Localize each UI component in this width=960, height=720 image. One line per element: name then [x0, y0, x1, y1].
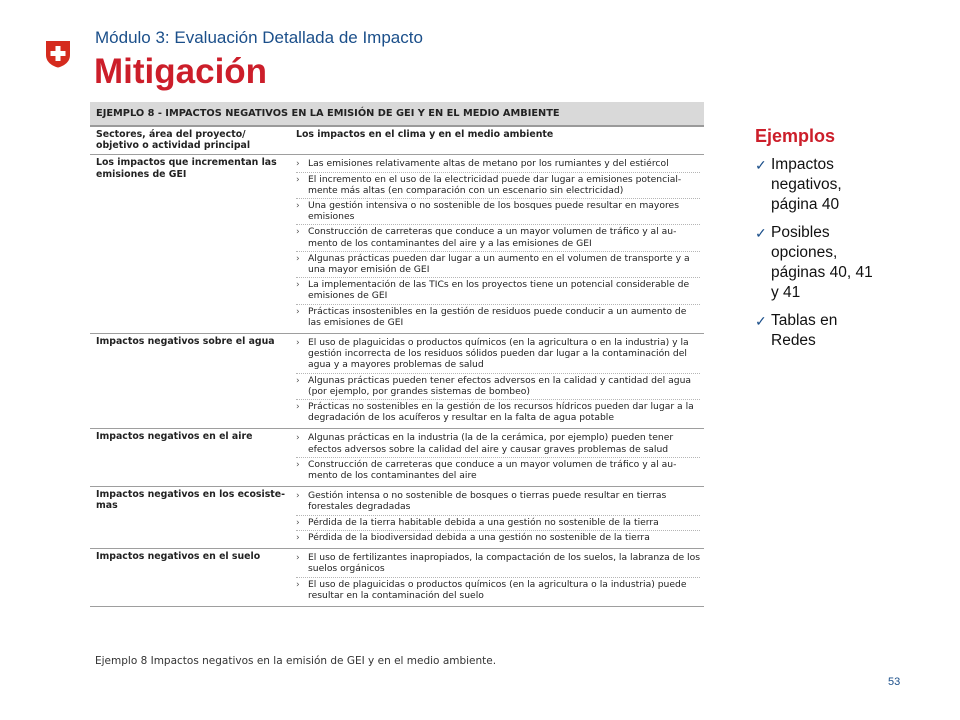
- impact-item: [296, 489, 700, 514]
- table-title: EJEMPLO 8 - IMPACTOS NEGATIVOS EN LA EMISIÓN DE GEI Y EN EL MEDIO AMBIENTE: [90, 102, 704, 127]
- chevron-right-icon: ›: [296, 337, 300, 349]
- row-category: Los impactos que incrementan las emisiones de GEI: [96, 157, 277, 180]
- impact-item: [296, 224, 700, 250]
- impact-text: Construcción de carreteras que conduce a un mayor volumen de tráfico y al au- mento de los contaminantes del aire: [308, 458, 677, 482]
- impact-text: El incremento en el uso de la electricidad puede dar lugar a emisiones potencial- mente más altas (en comparación con un escenario sin electricidad): [308, 173, 682, 196]
- table-row: [90, 549, 704, 607]
- impact-text: Algunas prácticas pueden dar lugar a un aumento en el volumen de transporte y a una mayor emisión de GEI: [308, 252, 690, 276]
- impact-text: Una gestión intensiva o no sostenible de los bosques puede resultar en mayores emisiones: [308, 200, 679, 223]
- example-item-text: Posibles opciones, páginas 40, 41 y 41: [771, 224, 873, 301]
- row-impacts: [292, 334, 704, 428]
- example-item: [755, 223, 875, 303]
- impact-item: [296, 530, 700, 545]
- impact-item: [296, 577, 700, 603]
- impact-text: El uso de plaguicidas o productos químicos (en la agricultura o en la industria) y la gestión incorrecta de los residuos sólidos pueden dar lugar a la contaminación del agua y a mayores problemas de salud: [308, 337, 689, 371]
- chevron-right-icon: ›: [296, 158, 300, 170]
- chevron-right-icon: ›: [296, 226, 300, 238]
- page-number: 53: [888, 676, 901, 688]
- impact-item: [296, 198, 700, 224]
- impact-item: [296, 431, 700, 456]
- module-subtitle: Módulo 3: Evaluación Detallada de Impacto: [95, 28, 423, 47]
- table-row: [90, 334, 704, 429]
- checkmark-icon: ✓: [755, 313, 767, 329]
- impact-item: [296, 277, 700, 303]
- page-title: Mitigación: [94, 52, 268, 91]
- chevron-right-icon: ›: [296, 200, 300, 212]
- impact-item: [296, 157, 700, 171]
- figure-caption: Ejemplo 8 Impactos negativos en la emisión de GEI y en el medio ambiente.: [95, 655, 497, 667]
- impact-text: Las emisiones relativamente altas de metano por los rumiantes y del estiércol: [308, 158, 669, 170]
- checkmark-icon: ✓: [755, 157, 767, 173]
- row-category: Impactos negativos en los ecosiste- mas: [96, 489, 286, 512]
- table-row: [90, 429, 704, 487]
- chevron-right-icon: ›: [296, 458, 300, 470]
- table-body: [90, 155, 704, 607]
- examples-panel: [755, 126, 875, 359]
- impact-text: Prácticas no sostenibles en la gestión de los recursos hídricos pueden dar lugar a la degradación de los acuíferos y resultar en la falta de agua potable: [308, 401, 694, 424]
- impact-text: Construcción de carreteras que conduce a un mayor volumen de tráfico y al au- mento de los contaminantes del aire y a las emisiones de GEI: [308, 226, 677, 249]
- example-item-text: Tablas en Redes: [771, 312, 838, 349]
- impact-item: [296, 551, 700, 576]
- table-column-headers: [90, 127, 704, 155]
- checkmark-icon: ✓: [755, 225, 767, 241]
- impact-text: Algunas prácticas pueden tener efectos adversos en la calidad y cantidad del agua (por ejemplo, por grandes sistemas de bombeo): [308, 374, 692, 397]
- chevron-right-icon: ›: [296, 432, 300, 444]
- example-item-text: Impactos negativos, página 40: [771, 156, 842, 213]
- row-impacts: [292, 429, 704, 486]
- column-header-sectors: Sectores, área del proyecto/ objetivo o actividad principal: [96, 129, 251, 152]
- impact-text: Algunas prácticas en la industria (la de la cerámica, por ejemplo) pueden tener efectos adversos sobre la calidad del aire y causar graves problemas de salud: [308, 432, 674, 455]
- table-row: [90, 155, 704, 334]
- impact-text: Pérdida de la tierra habitable debida a una gestión no sostenible de la tierra: [308, 516, 659, 528]
- impact-item: [296, 399, 700, 425]
- chevron-right-icon: ›: [296, 279, 300, 291]
- impact-text: Pérdida de la biodiversidad debida a una gestión no sostenible de la tierra: [308, 531, 650, 543]
- impact-text: Prácticas insostenibles en la gestión de residuos puede conducir a un aumento de las emisiones de GEI: [308, 305, 687, 328]
- example-item: [755, 311, 875, 351]
- row-category: Impactos negativos en el suelo: [96, 551, 261, 563]
- impact-item: [296, 515, 700, 530]
- impact-text: Gestión intensa o no sostenible de bosques o tierras puede resultar en tierras forestales degradadas: [308, 490, 667, 513]
- impact-item: [296, 172, 700, 198]
- impact-item: [296, 457, 700, 483]
- examples-heading: Ejemplos: [755, 126, 836, 146]
- impact-text: El uso de fertilizantes inapropiados, la compactación de los suelos, la labranza de los suelos orgánicos: [308, 552, 700, 575]
- impact-text: El uso de plaguicidas o productos químicos (en la agricultura o la industria) puede resultar en la contaminación del suelo: [308, 578, 687, 601]
- chevron-right-icon: ›: [296, 516, 300, 528]
- swiss-cross-logo: [45, 40, 71, 68]
- chevron-right-icon: ›: [296, 401, 300, 413]
- chevron-right-icon: ›: [296, 305, 300, 317]
- example-item: [755, 155, 875, 215]
- row-category: Impactos negativos sobre el agua: [96, 336, 275, 348]
- row-category: Impactos negativos en el aire: [96, 431, 253, 443]
- impact-text: La implementación de las TICs en los proyectos tiene un potencial considerable de emisiones de GEI: [308, 279, 690, 302]
- chevron-right-icon: ›: [296, 552, 300, 564]
- table-row: [90, 487, 704, 549]
- chevron-right-icon: ›: [296, 490, 300, 502]
- column-header-impacts: Los impactos en el clima y en el medio ambiente: [296, 129, 554, 140]
- examples-list: [755, 155, 875, 351]
- row-impacts: [292, 155, 704, 333]
- impact-item: [296, 304, 700, 330]
- impact-table-image: [90, 102, 704, 607]
- row-impacts: [292, 549, 704, 606]
- impact-item: [296, 336, 700, 373]
- impact-item: [296, 251, 700, 277]
- row-impacts: [292, 487, 704, 548]
- chevron-right-icon: ›: [296, 578, 300, 590]
- chevron-right-icon: ›: [296, 374, 300, 386]
- chevron-right-icon: ›: [296, 173, 300, 185]
- chevron-right-icon: ›: [296, 531, 300, 543]
- impact-item: [296, 373, 700, 399]
- chevron-right-icon: ›: [296, 252, 300, 264]
